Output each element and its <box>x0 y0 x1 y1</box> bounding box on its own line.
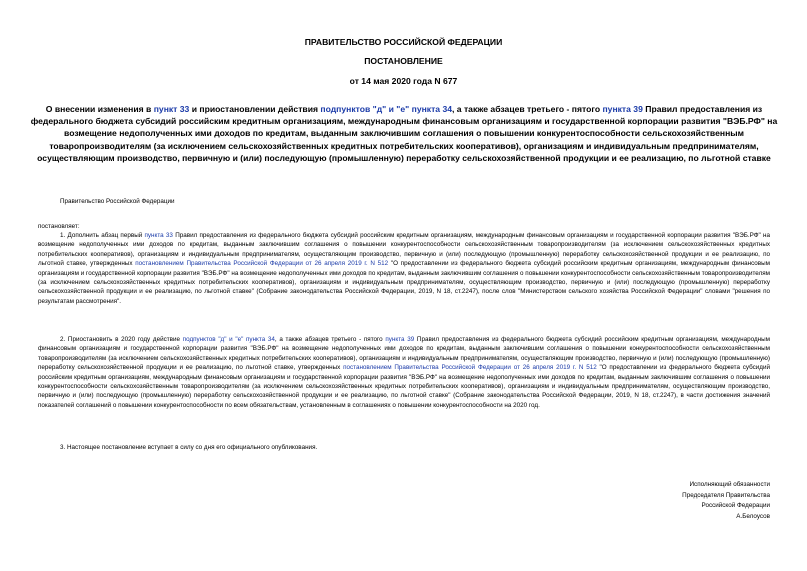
signature-name: А.Белоусов <box>736 512 770 520</box>
government-name: ПРАВИТЕЛЬСТВО РОССИЙСКОЙ ФЕДЕРАЦИИ <box>304 37 503 47</box>
p1-text-2: Правил предоставления из федерального бюджета субсидий российским кредитным организациям, международным финансовым организациям и государственной корпорации развития "ВЭБ.РФ" на возмещение недополученных ими доходов по кредитам, выданным заключившим соглашения о повышении конкурентоспособности сельскохозяйственным товаропроизводителям (за исключением сельскохозяйственных кредитных потребительских кооперативов), организациям и индивидуальным предпринимателям, осуществляющим производство, первичную и (или) последующую (промышленную) переработку сельскохозяйственной продукции и ее реализацию, по льготной ставке, утвержденных <box>38 232 770 268</box>
p2-text-3: Правил предоставления из федерального бюджета субсидий российским кредитным организациям, международным финансовым организациям и государственной корпорации развития "ВЭБ.РФ" на возмещение недополученных ими доходов по кредитам, выданным заключившим соглашения о повышении конкурентоспособности сельскохозяйственным товаропроизводителям (за исключением сельскохозяйственных кредитных потребительских кооперативов), организациям и индивидуальным предпринимателям, осуществляющим производство, первичную и (или) последующую (промышленную) переработку сельскохозяйственной продукции и ее реализацию, по льготной ставке, утвержденных <box>38 336 770 372</box>
title-text-4: Правил предоставления из федерального бюджета субсидий российским кредитным организациям, международным финансовым организациям и государственной корпорации развития "ВЭБ.РФ" на возмещение недополученных ими доходов по кредитам, выданным заключившим соглашения о повышении конкурентоспособности сельскохозяйственным товаропроизводителям (за исключением сельскохозяйственных кредитных потребительских кооперативов), организациям и индивидуальным предпринимателям, осуществляющим производство, первичную и (или) последующую (промышленную) переработку сельскохозяйственной продукции и ее реализацию, по льготной ставке <box>30 104 778 163</box>
title-link-item-39[interactable]: пункта 39 <box>602 104 643 114</box>
p1-text-3: "О предоставлении из федерального бюджета субсидий российским кредитным организациям, международным финансовым организациям и государственной корпорации развития "ВЭБ.РФ" на возмещение недополученных ими доходов по кредитам, выданным заключившим соглашения о повышении конкурентоспособности сельскохозяйственным товаропроизводителям (за исключением сельскохозяйственных кредитных потребительских кооперативов), организациям и индивидуальным предпринимателям, осуществляющим производство, первичную и (или) последующую (промышленную) переработку сельскохозяйственной продукции и ее реализацию, по льготной ставке" (Собрание законодательства Российской Федерации, 2019, N 18, ст.2247), после слов "Министерством сельского хозяйства Российской Федерации" словами "решения по результатам рассмотрения". <box>38 260 770 305</box>
title-link-item-33[interactable]: пункт 33 <box>153 104 190 114</box>
p2-link-item-39[interactable]: пункта 39 <box>385 336 415 343</box>
signature-block <box>510 480 770 522</box>
p2-text-2: , а также абзацев третьего - пятого <box>274 336 386 343</box>
document-title <box>30 103 778 164</box>
p2-link-item-34[interactable]: подпунктов "д" и "е" пункта 34 <box>182 336 275 343</box>
document-type: ПОСТАНОВЛЕНИЕ <box>364 56 443 66</box>
p2-text-1: 2. Приостановить в 2020 году действие <box>60 336 183 343</box>
title-link-item-34[interactable]: подпунктов "д" и "е" пункта 34 <box>320 104 453 114</box>
p1-link-decree-512[interactable]: постановлением Правительства Российской Федерации от 26 апреля 2019 г. N 512 <box>135 260 389 268</box>
p2-text-4: "О предоставлении из федерального бюджета субсидий российским кредитным организациям, международным финансовым организациям и государственной корпорации развития "ВЭБ.РФ" на возмещение недополученных ими доходов по кредитам, выданным заключившим соглашения о повышении конкурентоспособности сельскохозяйственным товаропроизводителям (за исключением сельскохозяйственных кредитных потребительских кооперативов), организациям и индивидуальным предпринимателям, осуществляющим производство, первичную и (или) последующую (промышленную) переработку сельскохозяйственной продукции и ее реализацию, по льготной ставке" (Собрание законодательства Российской Федерации, 2019, N 18, ст.2247), в части достижения значений показателей соглашений о повышении конкурентоспособности по всем обязательствам, установленным в соглашениях о повышении конкурентоспособности на 2020 год. <box>38 364 770 409</box>
signature-line-2: Председателя Правительства <box>682 491 770 499</box>
title-text-2: и приостановлении действия <box>189 104 321 114</box>
decree-word: постановляет: <box>38 223 80 230</box>
title-text-3: , а также абзацев третьего - пятого <box>452 104 603 114</box>
paragraph-2 <box>38 335 770 410</box>
paragraph-1 <box>38 231 770 306</box>
paragraph-3: 3. Настоящее постановление вступает в силу со дня его официального опубликования. <box>60 444 318 451</box>
title-text-1: О внесении изменения в <box>45 104 154 114</box>
document-date-number: от 14 мая 2020 года N 677 <box>349 76 458 86</box>
p2-link-decree-512[interactable]: постановлением Правительства Российской Федерации от 26 апреля 2019 г. N 512 <box>343 364 597 372</box>
government-line: Правительство Российской Федерации <box>60 198 175 205</box>
p1-text-1: 1. Дополнить абзац первый <box>60 232 145 239</box>
signature-line-3: Российской Федерации <box>701 502 770 510</box>
signature-line-1: Исполняющий обязанности <box>689 481 770 488</box>
p1-link-item-33[interactable]: пункта 33 <box>144 232 173 239</box>
